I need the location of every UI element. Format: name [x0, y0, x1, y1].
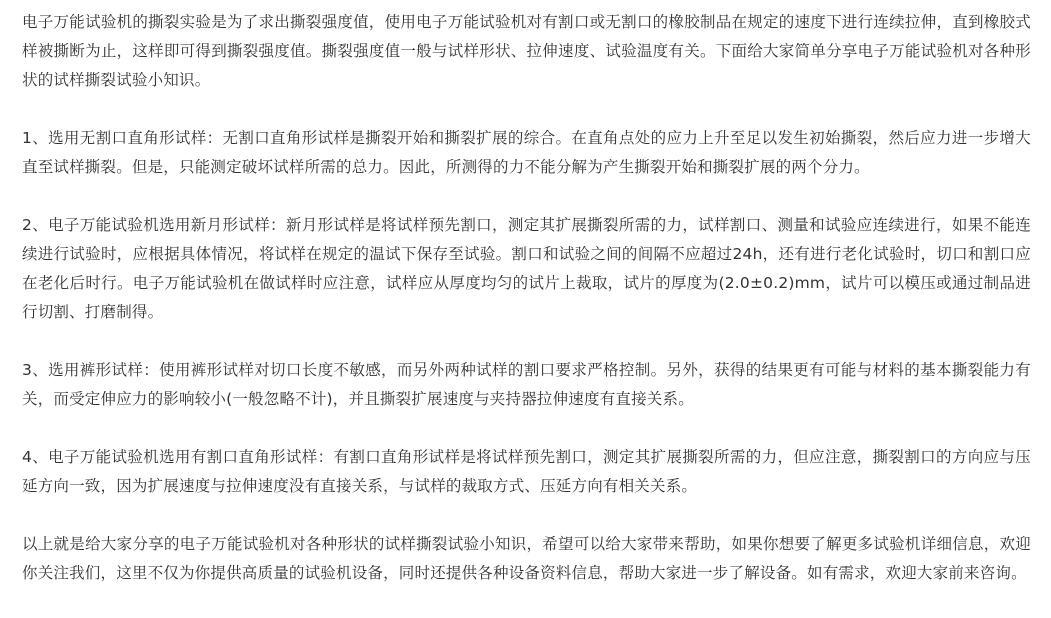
- closing-paragraph: 以上就是给大家分享的电子万能试验机对各种形状的试样撕裂试验小知识，希望可以给大家带来帮助，如果你想要了解更多试验机详细信息，欢迎你关注我们，这里不仅为你提供高质量的试验机设备，同时还提供各种设备资料信息，帮助大家进一步了解设备。如有需求，欢迎大家前来咨询。: [22, 535, 1031, 582]
- paragraph-unnotched-right-angle-specimen: 1、选用无割口直角形试样：无割口直角形试样是撕裂开始和撕裂扩展的综合。在直角点处的应力上升至足以发生初始撕裂，然后应力进一步增大直至试样撕裂。但是，只能测定破坏试样所需的总力。因此，所测得的力不能分解为产生撕裂开始和撕裂扩展的两个分力。: [22, 129, 1031, 176]
- paragraph-crescent-specimen: 2、电子万能试验机选用新月形试样：新月形试样是将试样预先割口，测定其扩展撕裂所需的力，试样割口、测量和试验应连续进行，如果不能连续进行试验时，应根据具体情况，将试样在规定的温试下保存至试验。割口和试验之间的间隔不应超过24h，还有进行老化试验时，切口和割口应在老化后时行。电子万能试验机在做试样时应注意，试样应从厚度均匀的试片上裁取，试片的厚度为(2.0±0.2)mm，试片可以模压或通过制品进行切割、打磨制得。: [22, 216, 1031, 321]
- intro-paragraph: 电子万能试验机的撕裂实验是为了求出撕裂强度值，使用电子万能试验机对有割口或无割口的橡胶制品在规定的速度下进行连续拉伸，直到橡胶式样被撕断为止，这样即可得到撕裂强度值。撕裂强度值一般与试样形状、拉伸速度、试验温度有关。下面给大家简单分享电子万能试验机对各种形状的试样撕裂试验小知识。: [22, 13, 1031, 89]
- paragraph-notched-right-angle-specimen: 4、电子万能试验机选用有割口直角形试样：有割口直角形试样是将试样预先割口，测定其扩展撕裂所需的力，但应注意，撕裂割口的方向应与压延方向一致，因为扩展速度与拉伸速度没有直接关系，与试样的裁取方式、压延方向有相关关系。: [22, 448, 1031, 495]
- paragraph-trouser-specimen: 3、选用裤形试样：使用裤形试样对切口长度不敏感，而另外两种试样的割口要求严格控制。另外，获得的结果更有可能与材料的基本撕裂能力有关，而受定伸应力的影响较小(一般忽略不计)，并且撕裂扩展速度与夹持器拉伸速度有直接关系。: [22, 361, 1031, 408]
